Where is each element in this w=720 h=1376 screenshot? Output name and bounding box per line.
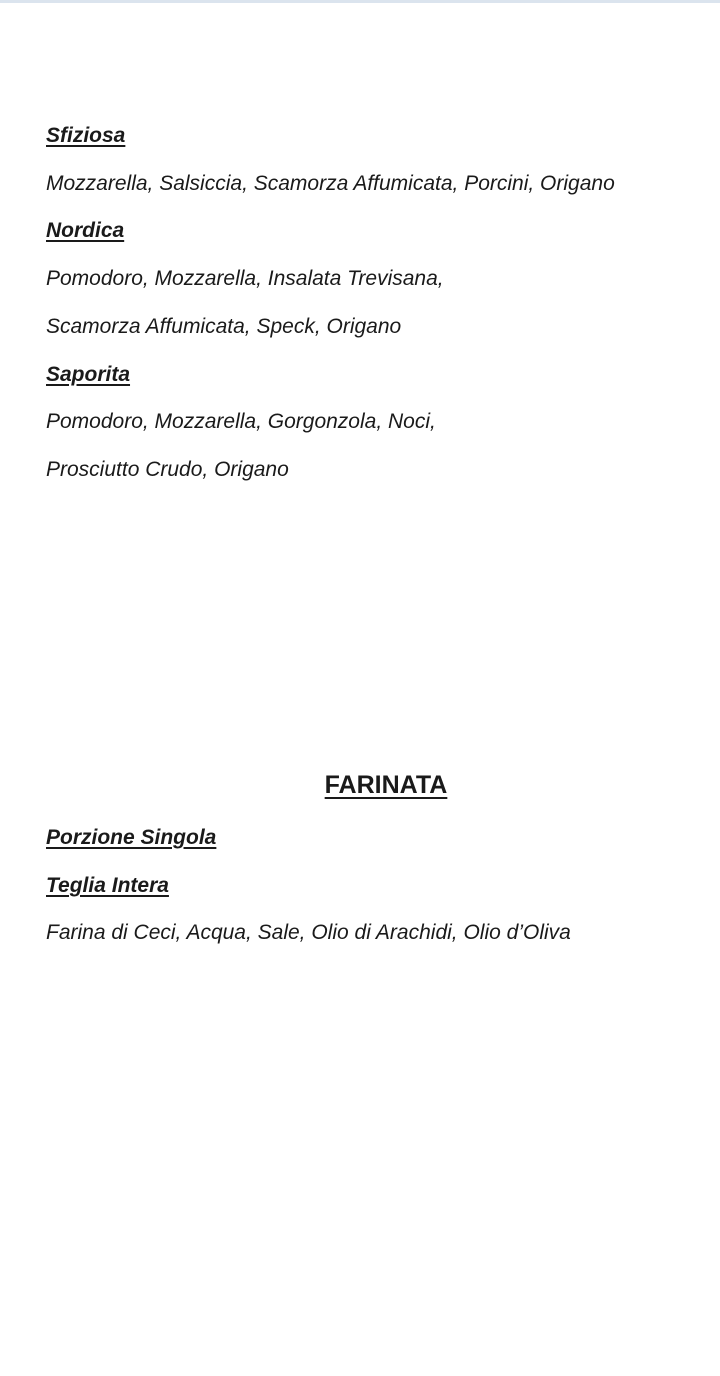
farinata-option-porzione-singola: Porzione Singola xyxy=(46,826,217,849)
pizza-ingredients-nordica-line-2: Scamorza Affumicata, Speck, Origano xyxy=(46,315,402,338)
section-title-farinata: FARINATA xyxy=(324,771,448,799)
pizza-ingredients-sfiziosa: Mozzarella, Salsiccia, Scamorza Affumicata, Porcini, Origano xyxy=(46,172,615,195)
pizza-ingredients-saporita-line-2: Prosciutto Crudo, Origano xyxy=(46,458,289,481)
top-edge-divider xyxy=(0,0,720,3)
farinata-ingredients: Farina di Ceci, Acqua, Sale, Olio di Arachidi, Olio d’Oliva xyxy=(46,921,571,944)
pizza-name-nordica: Nordica xyxy=(46,219,125,242)
farinata-option-teglia-intera: Teglia Intera xyxy=(46,874,169,897)
pizza-ingredients-nordica-line-1: Pomodoro, Mozzarella, Insalata Trevisana, xyxy=(46,267,444,290)
pizza-ingredients-saporita-line-1: Pomodoro, Mozzarella, Gorgonzola, Noci, xyxy=(46,410,436,433)
pizza-name-saporita: Saporita xyxy=(46,363,131,386)
pizza-name-sfiziosa: Sfiziosa xyxy=(46,124,126,147)
